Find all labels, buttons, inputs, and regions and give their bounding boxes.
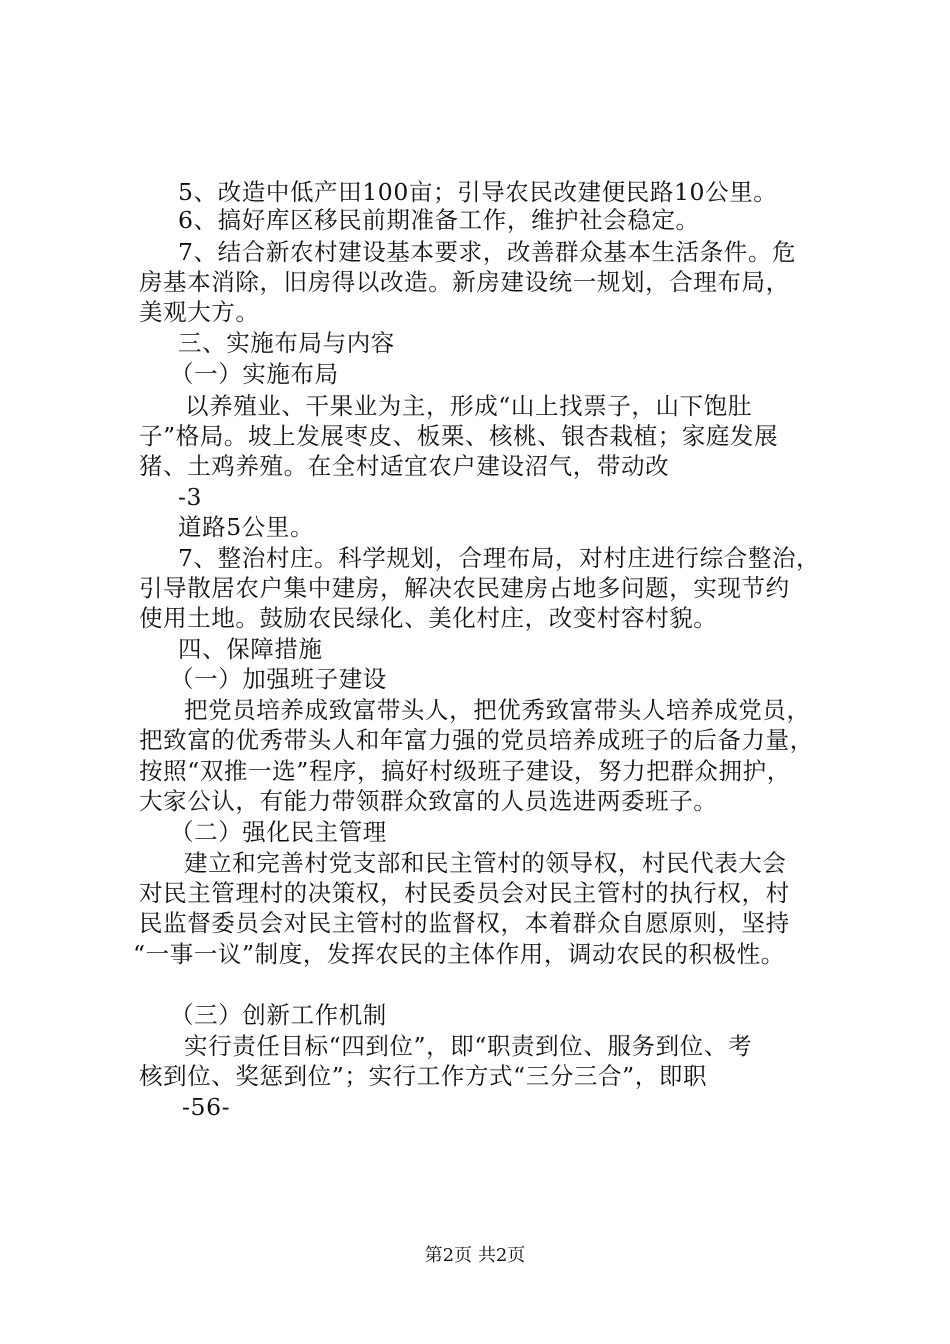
page-footer: 第2页 共2页 bbox=[424, 1245, 526, 1266]
text-line: 建立和完善村党支部和民主管村的领导权，村民代表大会 bbox=[184, 849, 787, 877]
text-line: 猪、土鸡养殖。在全村适宜农户建设沼气，带动改 bbox=[139, 452, 670, 480]
text-line: 房基本消除，旧房得以改造。新房建设统一规划，合理布局， bbox=[139, 268, 790, 296]
text-line: 按照“双推一选”程序，搞好村级班子建设，努力把群众拥护， bbox=[139, 757, 791, 785]
text-line: 使用土地。鼓励农民绿化、美化村庄，改变村容村貌。 bbox=[139, 604, 718, 632]
text-line: 美观大方。 bbox=[139, 298, 260, 326]
section-heading: 三、实施布局与内容 bbox=[178, 329, 395, 357]
subsection-heading: （一）实施布局 bbox=[170, 360, 339, 388]
text-line: 大家公认，有能力带领群众致富的人员选进两委班子。 bbox=[139, 787, 718, 815]
text-line: 7、结合新农村建设基本要求，改善群众基本生活条件。危 bbox=[178, 238, 797, 266]
text-line: 5、改造中低产田100亩；引导农民改建便民路10公里。 bbox=[178, 178, 778, 206]
subsection-heading: （二）强化民主管理 bbox=[170, 818, 387, 846]
subsection-heading: （一）加强班子建设 bbox=[170, 665, 387, 693]
text-line: 6、搞好库区移民前期准备工作，维护社会稳定。 bbox=[178, 206, 700, 234]
text-line: “一事一议”制度，发挥农民的主体作用，调动农民的积极性。 bbox=[133, 940, 785, 968]
text-line: 民监督委员会对民主管村的监督权，本着群众自愿原则，坚持 bbox=[139, 909, 790, 937]
text-line: 子”格局。坡上发展枣皮、板栗、核桃、银杏栽植；家庭发展 bbox=[139, 422, 779, 450]
text-line: 把党员培养成致富带头人，把优秀致富带头人培养成党员， bbox=[184, 696, 811, 724]
text-line: 把致富的优秀带头人和年富力强的党员培养成班子的后备力量， bbox=[139, 726, 814, 754]
text-line: 7、整治村庄。科学规划，合理布局，对村庄进行综合整治， bbox=[178, 544, 821, 572]
text-line: 对民主管理村的决策权，村民委员会对民主管村的执行权，村 bbox=[139, 879, 790, 907]
text-line: 实行责任目标“四到位”，即“职责到位、服务到位、考 bbox=[184, 1032, 753, 1060]
section-heading: 四、保障措施 bbox=[178, 635, 323, 663]
text-line: 以养殖业、干果业为主，形成“山上找票子，山下饱肚 bbox=[185, 392, 752, 420]
subsection-heading: （三）创新工作机制 bbox=[170, 1001, 387, 1029]
page-number-inline: -3 bbox=[178, 483, 203, 511]
page-number-inline: -56- bbox=[182, 1093, 231, 1121]
text-line: 道路5公里。 bbox=[178, 513, 315, 541]
text-line: 核到位、奖惩到位”；实行工作方式“三分三合”，即职 bbox=[139, 1062, 708, 1090]
text-line: 引导散居农户集中建房，解决农民建房占地多问题，实现节约 bbox=[139, 574, 790, 602]
